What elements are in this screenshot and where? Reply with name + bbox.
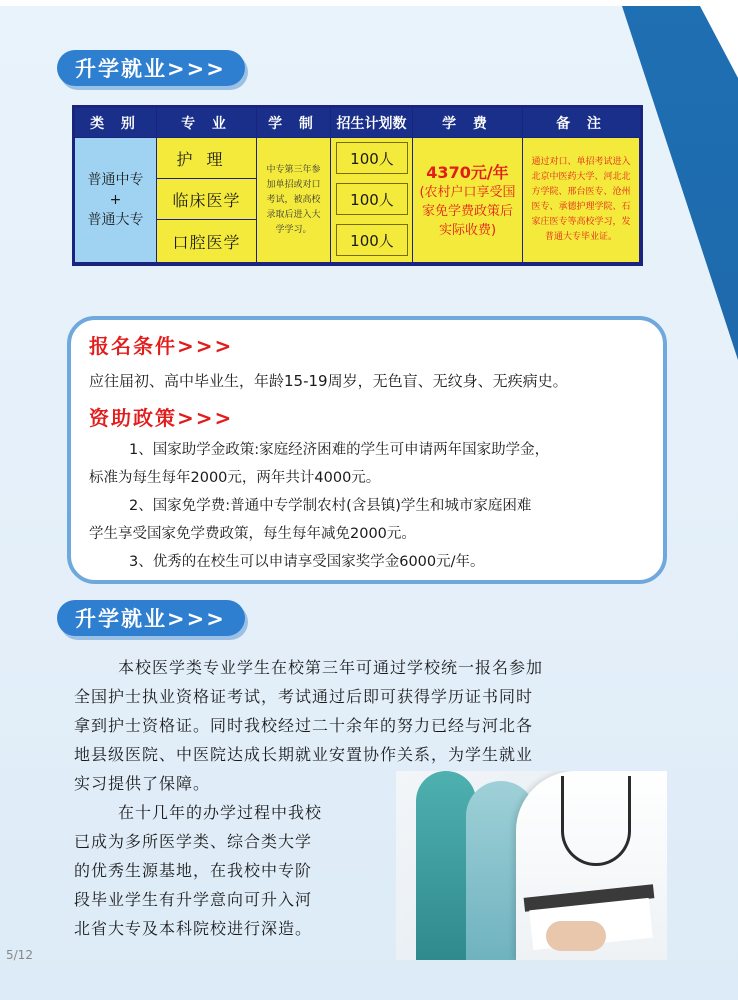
body-paragraph-line: 的优秀生源基地，在我校中专阶 — [74, 861, 313, 880]
body-paragraph-line: 已成为多所医学类、综合类大学 — [74, 832, 313, 851]
top-edge — [0, 0, 738, 6]
category-line: 普通大专 — [87, 212, 144, 228]
fee-note: (农村户口享受国家免学费政策后实际收费) — [419, 185, 516, 238]
table-header-duration: 学 制 — [257, 108, 331, 138]
plan-value: 100人 — [336, 224, 408, 256]
table-cell-major: 临床医学 — [157, 179, 257, 220]
body-paragraph-line: 本校医学类专业学生在校第三年可通过学校统一报名参加 — [118, 658, 544, 677]
funding-line: 1、国家助学金政策:家庭经济困难的学生可申请两年国家助学金， — [129, 442, 550, 458]
body-paragraph-line: 拿到护士资格证。同时我校经过二十余年的努力已经与河北各 — [74, 716, 534, 735]
funding-line: 学生享受国家免学费政策，每生每年减免2000元。 — [89, 526, 416, 542]
conditions-text: 应往届初、高中毕业生，年龄15-19周岁，无色盲、无纹身、无疾病史。 — [89, 372, 568, 390]
plan-value: 100人 — [336, 142, 408, 174]
funding-line: 2、国家免学费:普通中专学制农村(含县镇)学生和城市家庭困难 — [129, 498, 532, 514]
body-paragraph-line: 地县级医院、中医院达成长期就业安置协作关系，为学生就业 — [74, 745, 534, 764]
table-cell-duration: 中专第三年参加单招或对口考试，被高校录取后进入大学学习。 — [257, 138, 331, 263]
table-header-plan: 招生计划数 — [331, 108, 413, 138]
plan-value: 100人 — [336, 183, 408, 215]
table-header-major: 专 业 — [157, 108, 257, 138]
table-header-fee: 学 费 — [413, 108, 523, 138]
table-cell-major: 护理 — [157, 138, 257, 179]
funding-line: 标准为每生每年2000元，两年共计4000元。 — [89, 470, 381, 486]
enrollment-table — [72, 105, 643, 266]
fee-amount: 4370元/年 — [426, 163, 509, 182]
photo-hand — [546, 921, 606, 951]
body-paragraph-line: 段毕业学生有升学意向可升入河 — [74, 890, 313, 909]
page-number: 5/12 — [6, 948, 33, 962]
funding-title: 资助政策>>> — [89, 406, 234, 430]
body-paragraph-line: 在十几年的办学过程中我校 — [118, 803, 323, 822]
section-heading-career: 升学就业>>> — [57, 600, 245, 636]
body-paragraph-line: 北省大专及本科院校进行深造。 — [74, 919, 313, 938]
table-header-remark: 备 注 — [523, 108, 640, 138]
stethoscope-icon — [561, 776, 631, 866]
funding-line: 3、优秀的在校生可以申请享受国家奖学金6000元/年。 — [129, 554, 485, 570]
table-cell-fee — [413, 138, 523, 263]
table-cell-remark: 通过对口、单招考试进入北京中医药大学、河北北方学院、邢台医专、沧州医专、承德护理学院、石家庄医专等高校学习，发普通大专毕业证。 — [523, 138, 640, 263]
body-paragraph-line: 全国护士执业资格证考试，考试通过后即可获得学历证书同时 — [74, 687, 534, 706]
section-heading-career: 升学就业>>> — [57, 50, 245, 86]
table-header-category: 类 别 — [75, 108, 157, 138]
medical-staff-photo — [396, 771, 667, 960]
body-paragraph-line: 实习提供了保障。 — [74, 774, 211, 793]
category-line: + — [109, 192, 122, 208]
conditions-box — [67, 316, 667, 584]
category-line: 普通中专 — [87, 172, 144, 188]
conditions-title: 报名条件>>> — [89, 334, 234, 358]
table-cell-major: 口腔医学 — [157, 220, 257, 263]
table-cell-plan — [331, 138, 413, 263]
table-cell-category — [75, 138, 157, 263]
